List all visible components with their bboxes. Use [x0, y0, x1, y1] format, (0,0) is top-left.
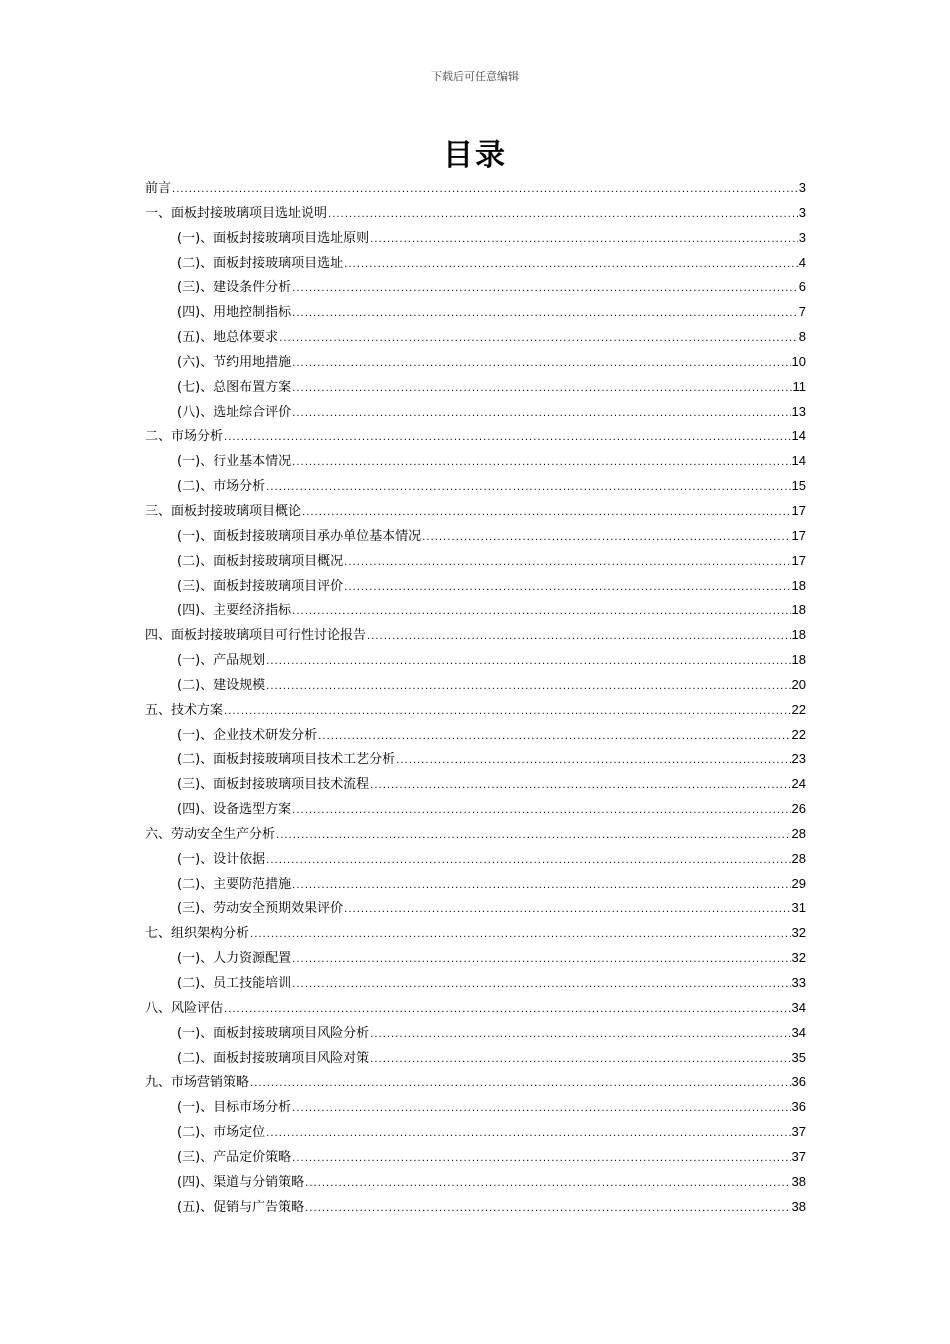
toc-leader-dots — [292, 1097, 790, 1122]
toc-entry-page: 15 — [791, 478, 806, 494]
toc-entry[interactable] — [145, 251, 806, 276]
table-of-contents — [145, 176, 806, 1219]
toc-entry-page: 8 — [798, 329, 806, 345]
toc-entry-label: (二)、建设规模 — [177, 677, 266, 693]
toc-entry-label: (一)、人力资源配置 — [177, 951, 292, 967]
toc-entry[interactable] — [145, 1070, 806, 1095]
toc-leader-dots — [292, 874, 790, 899]
toc-entry-label: (二)、员工技能培训 — [177, 976, 292, 991]
toc-leader-dots — [370, 774, 790, 799]
toc-entry[interactable] — [145, 648, 806, 673]
toc-entry-page: 23 — [791, 751, 806, 767]
toc-entry-page: 10 — [791, 353, 806, 369]
toc-entry[interactable] — [145, 325, 806, 350]
toc-entry-page: 38 — [791, 1198, 806, 1214]
toc-leader-dots — [266, 476, 790, 501]
toc-entry-page: 31 — [791, 900, 806, 916]
toc-entry-page: 32 — [791, 925, 806, 941]
toc-entry-label: (四)、主要经济指标 — [177, 603, 292, 619]
toc-title: 目录 — [443, 138, 507, 173]
toc-leader-dots — [266, 849, 790, 874]
toc-entry-label: (一)、设计依据 — [177, 851, 266, 867]
toc-entry-page: 37 — [791, 1124, 806, 1140]
toc-leader-dots — [370, 228, 798, 253]
toc-entry[interactable] — [145, 375, 806, 400]
toc-entry-label: (七)、总图布置方案 — [177, 379, 292, 395]
toc-leader-dots — [344, 551, 790, 576]
toc-leader-dots — [305, 1197, 790, 1222]
toc-leader-dots — [266, 1122, 790, 1147]
toc-entry-page: 3 — [798, 229, 806, 245]
toc-entry-label: (一)、面板封接玻璃项目风险分析 — [177, 1025, 370, 1041]
toc-entry-page: 7 — [798, 304, 806, 320]
toc-leader-dots — [292, 402, 790, 427]
toc-leader-dots — [305, 1172, 790, 1197]
toc-entry[interactable] — [145, 474, 806, 499]
toc-leader-dots — [292, 799, 790, 824]
toc-entry-label: (四)、设备选型方案 — [177, 802, 292, 818]
toc-entry[interactable] — [145, 822, 806, 847]
toc-leader-dots — [292, 600, 790, 625]
toc-entry-label: (六)、节约用地措施 — [177, 354, 292, 370]
toc-entry-label: (一)、面板封接玻璃项目选址原则 — [177, 230, 370, 246]
toc-entry-label: 五、技术方案 — [145, 702, 224, 718]
toc-leader-dots — [266, 675, 790, 700]
toc-entry-page: 6 — [798, 279, 806, 295]
toc-entry-label: (三)、劳动安全预期效果评价 — [177, 901, 344, 917]
toc-leader-dots — [224, 426, 791, 451]
toc-leader-dots — [344, 576, 790, 601]
toc-entry-label: (八)、选址综合评价 — [177, 404, 292, 420]
toc-leader-dots — [292, 973, 790, 998]
toc-entry-page: 17 — [791, 527, 806, 543]
toc-entry[interactable] — [145, 872, 806, 897]
toc-entry[interactable] — [145, 449, 806, 474]
toc-entry[interactable] — [145, 896, 806, 921]
toc-entry-page: 11 — [792, 378, 806, 394]
toc-entry-label: (一)、目标市场分析 — [177, 1100, 292, 1116]
toc-entry-page: 13 — [791, 403, 806, 419]
toc-entry-page: 28 — [791, 825, 806, 841]
toc-entry-page: 4 — [798, 254, 806, 270]
toc-leader-dots — [276, 824, 791, 849]
toc-entry-label: (二)、面板封接玻璃项目选址 — [177, 255, 344, 271]
toc-entry[interactable] — [145, 549, 806, 574]
toc-entry-label: 二、市场分析 — [145, 429, 224, 445]
toc-entry-label: (四)、用地控制指标 — [177, 305, 292, 321]
toc-entry[interactable] — [145, 400, 806, 425]
toc-entry[interactable] — [145, 1021, 806, 1046]
toc-entry[interactable] — [145, 698, 806, 723]
toc-leader-dots — [328, 203, 798, 228]
toc-entry[interactable] — [145, 797, 806, 822]
toc-entry-page: 17 — [791, 552, 806, 568]
toc-entry-label: (一)、企业技术研发分析 — [177, 727, 318, 743]
toc-entry-label: 九、市场营销策略 — [145, 1075, 250, 1091]
toc-entry[interactable] — [145, 499, 806, 524]
toc-leader-dots — [292, 1147, 790, 1172]
toc-entry[interactable] — [145, 1170, 806, 1195]
toc-entry-page: 20 — [791, 676, 806, 692]
toc-entry[interactable] — [145, 275, 806, 300]
toc-entry[interactable] — [145, 971, 806, 996]
toc-entry-page: 3 — [798, 204, 806, 220]
toc-leader-dots — [292, 277, 798, 302]
toc-entry-label: (二)、面板封接玻璃项目概况 — [177, 553, 344, 569]
toc-entry[interactable] — [145, 946, 806, 971]
toc-entry[interactable] — [145, 1046, 806, 1071]
toc-leader-dots — [344, 898, 790, 923]
toc-leader-dots — [292, 377, 791, 402]
toc-leader-dots — [318, 725, 790, 750]
toc-entry-label: (二)、面板封接玻璃项目风险对策 — [177, 1050, 370, 1066]
toc-entry-page: 18 — [791, 577, 806, 593]
toc-entry[interactable] — [145, 1120, 806, 1145]
toc-leader-dots — [266, 650, 790, 675]
toc-entry-page: 26 — [791, 801, 806, 817]
toc-leader-dots — [279, 327, 798, 352]
toc-entry[interactable] — [145, 176, 806, 201]
toc-entry[interactable] — [145, 226, 806, 251]
toc-entry[interactable] — [145, 772, 806, 797]
toc-leader-dots — [302, 501, 791, 526]
toc-entry[interactable] — [145, 921, 806, 946]
toc-entry-label: (一)、面板封接玻璃项目承办单位基本情况 — [177, 528, 422, 544]
toc-leader-dots — [396, 749, 790, 774]
toc-leader-dots — [250, 923, 791, 948]
toc-leader-dots — [344, 253, 798, 278]
toc-entry-label: 前言 — [145, 181, 172, 196]
toc-entry-label: (二)、面板封接玻璃项目技术工艺分析 — [177, 752, 396, 768]
toc-leader-dots — [224, 700, 791, 725]
toc-entry-label: (五)、地总体要求 — [177, 330, 279, 346]
toc-entry-label: (二)、市场定位 — [177, 1125, 266, 1141]
toc-entry-page: 22 — [791, 726, 806, 742]
toc-entry[interactable] — [145, 201, 806, 226]
toc-entry[interactable] — [145, 723, 806, 748]
toc-leader-dots — [224, 998, 791, 1023]
toc-entry[interactable] — [145, 524, 806, 549]
toc-entry[interactable] — [145, 300, 806, 325]
toc-entry[interactable] — [145, 424, 806, 449]
toc-entry-label: (三)、建设条件分析 — [177, 280, 292, 296]
toc-entry-page: 28 — [791, 850, 806, 866]
toc-entry-page: 17 — [791, 502, 806, 518]
page-header: 下载后可任意编辑 — [431, 70, 519, 83]
toc-entry-page: 18 — [791, 627, 806, 643]
toc-leader-dots — [292, 451, 790, 476]
toc-entry-page: 35 — [791, 1049, 806, 1065]
toc-entry-page: 37 — [791, 1148, 806, 1164]
toc-leader-dots — [172, 178, 798, 203]
toc-entry[interactable] — [145, 673, 806, 698]
toc-entry[interactable] — [145, 623, 806, 648]
toc-entry-label: 三、面板封接玻璃项目概论 — [145, 503, 302, 519]
toc-entry-page: 3 — [798, 180, 806, 195]
toc-entry-label: (四)、渠道与分销策略 — [177, 1174, 305, 1190]
toc-entry-page: 33 — [791, 975, 806, 990]
toc-entry[interactable] — [145, 1195, 806, 1220]
toc-leader-dots — [292, 302, 798, 327]
toc-leader-dots — [367, 625, 791, 650]
toc-entry[interactable] — [145, 996, 806, 1021]
toc-entry-page: 29 — [791, 875, 806, 891]
toc-leader-dots — [422, 526, 790, 551]
toc-leader-dots — [292, 948, 790, 973]
toc-entry-label: 一、面板封接玻璃项目选址说明 — [145, 205, 328, 221]
toc-entry[interactable] — [145, 847, 806, 872]
toc-entry-label: (二)、主要防范措施 — [177, 876, 292, 892]
toc-entry-page: 38 — [791, 1173, 806, 1189]
toc-entry-page: 36 — [791, 1099, 806, 1115]
toc-entry-page: 18 — [791, 602, 806, 618]
toc-leader-dots — [250, 1072, 791, 1097]
toc-entry-page: 34 — [791, 999, 806, 1015]
toc-entry-label: (一)、行业基本情况 — [177, 454, 292, 470]
toc-entry-label: 七、组织架构分析 — [145, 926, 250, 942]
toc-entry[interactable] — [145, 1095, 806, 1120]
toc-entry-page: 14 — [791, 428, 806, 444]
toc-entry-page: 34 — [791, 1024, 806, 1040]
toc-entry-label: (三)、面板封接玻璃项目评价 — [177, 578, 344, 594]
toc-entry-page: 14 — [791, 453, 806, 469]
toc-entry-label: 八、风险评估 — [145, 1000, 224, 1016]
toc-entry-page: 24 — [791, 776, 806, 792]
toc-entry-label: (一)、产品规划 — [177, 653, 266, 669]
toc-leader-dots — [292, 352, 790, 377]
toc-leader-dots — [370, 1048, 790, 1073]
toc-entry-label: 四、面板封接玻璃项目可行性讨论报告 — [145, 628, 367, 644]
toc-entry-page: 22 — [791, 701, 806, 717]
toc-entry-label: (二)、市场分析 — [177, 479, 266, 495]
toc-entry[interactable] — [145, 574, 806, 599]
toc-entry-label: (三)、面板封接玻璃项目技术流程 — [177, 777, 370, 793]
toc-entry-label: (五)、促销与广告策略 — [177, 1199, 305, 1215]
toc-entry[interactable] — [145, 598, 806, 623]
toc-entry-label: (三)、产品定价策略 — [177, 1149, 292, 1165]
toc-entry[interactable] — [145, 1145, 806, 1170]
toc-entry-label: 六、劳动安全生产分析 — [145, 826, 276, 842]
toc-entry-page: 18 — [791, 652, 806, 668]
toc-leader-dots — [370, 1023, 790, 1048]
toc-entry-page: 32 — [791, 950, 806, 966]
toc-entry-page: 36 — [791, 1074, 806, 1090]
toc-entry[interactable] — [145, 747, 806, 772]
toc-entry[interactable] — [145, 350, 806, 375]
